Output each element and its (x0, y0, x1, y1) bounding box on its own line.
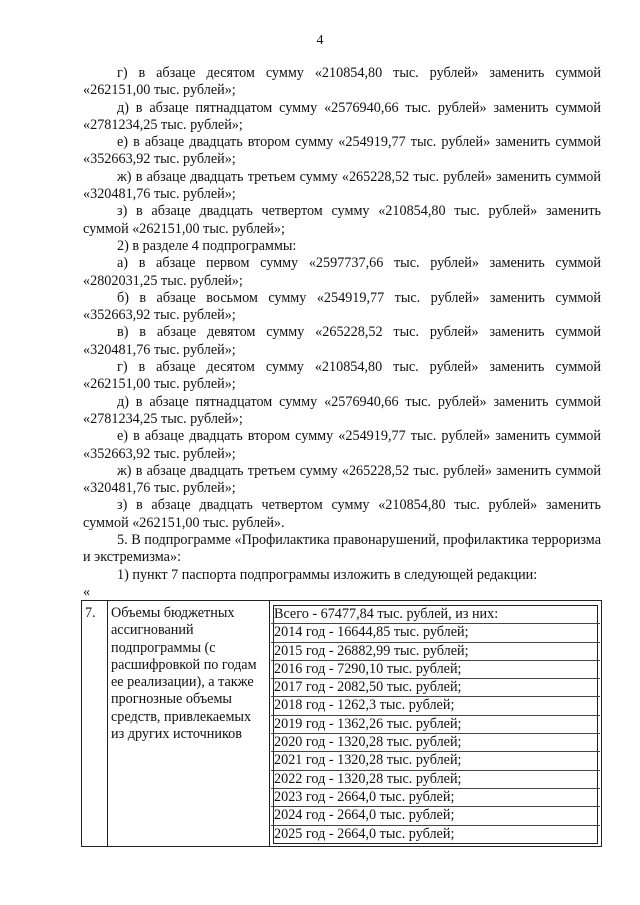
paragraph: 2) в разделе 4 подпрограммы: (117, 237, 297, 254)
value-line: 2020 год - 1320,28 тыс. рублей; (271, 734, 600, 752)
paragraph: д) в абзаце пятнадцатом сумму «2576940,66 тыс. рублей» заменить суммой «2781234,25 тыс. рублей»; (83, 393, 601, 427)
passport-table (81, 600, 602, 847)
paragraph: д) в абзаце пятнадцатом сумму «2576940,66 тыс. рублей» заменить суммой «2781234,25 тыс. рублей»; (83, 99, 601, 133)
value-line: 2015 год - 26882,99 тыс. рублей; (271, 643, 600, 661)
paragraph: 5. В подпрограмме «Профилактика правонарушений, профилактика терроризма и экстремизма»: (83, 532, 601, 566)
table-row (82, 601, 602, 847)
row-values (270, 601, 602, 847)
page-number: 4 (316, 33, 324, 48)
value-line: 2017 год - 2082,50 тыс. рублей; (271, 679, 600, 697)
value-line: 2022 год - 1320,28 тыс. рублей; (271, 771, 600, 789)
value-line: 2019 год - 1362,26 тыс. рублей; (271, 716, 600, 734)
opening-quote: « (83, 584, 91, 600)
paragraph: б) в абзаце восьмом сумму «254919,77 тыс. рублей» заменить суммой «352663,92 тыс. рублей»; (83, 289, 601, 324)
paragraph: а) в абзаце первом сумму «2597737,66 тыс. рублей» заменить суммой «2802031,25 тыс. рублей»; (83, 255, 601, 289)
value-line: 2014 год - 16644,85 тыс. рублей; (271, 624, 600, 642)
paragraph: ж) в абзаце двадцать третьем сумму «265228,52 тыс. рублей» заменить суммой «320481,76 тыс. рублей»; (83, 462, 601, 497)
value-line: Всего - 67477,84 тыс. рублей, из них: (271, 606, 600, 624)
value-line: 2024 год - 2664,0 тыс. рублей; (271, 807, 600, 825)
paragraph: з) в абзаце двадцать четвертом сумму «210854,80 тыс. рублей» заменить суммой «262151,00 тыс. рублей»; (83, 203, 601, 237)
paragraph: е) в абзаце двадцать втором сумму «254919,77 тыс. рублей» заменить суммой «352663,92 тыс. рублей»; (83, 428, 601, 462)
values-box (273, 605, 598, 844)
value-line: 2021 год - 1320,28 тыс. рублей; (271, 752, 600, 770)
value-line: 2018 год - 1262,3 тыс. рублей; (271, 697, 600, 715)
value-line: 2016 год - 7290,10 тыс. рублей; (271, 661, 600, 679)
paragraph: е) в абзаце двадцать втором сумму «254919,77 тыс. рублей» заменить суммой «352663,92 тыс. рублей»; (83, 134, 601, 168)
value-line: 2025 год - 2664,0 тыс. рублей; (274, 825, 455, 842)
paragraph: г) в абзаце десятом сумму «210854,80 тыс. рублей» заменить суммой «262151,00 тыс. рублей»; (83, 65, 601, 99)
document-body (83, 65, 601, 584)
paragraph: з) в абзаце двадцать четвертом сумму «210854,80 тыс. рублей» заменить суммой «262151,00 тыс. рублей». (83, 497, 601, 531)
paragraph: 1) пункт 7 паспорта подпрограммы изложить в следующей редакции: (117, 566, 538, 583)
paragraph: г) в абзаце десятом сумму «210854,80 тыс. рублей» заменить суммой «262151,00 тыс. рублей»; (83, 359, 601, 393)
value-line: 2023 год - 2664,0 тыс. рублей; (271, 789, 600, 807)
row-number: 7. (82, 601, 108, 847)
row-name: Объемы бюджетных ассигнований подпрограммы (с расшифровкой по годам ее реализации), а также прогнозные объемы средств, привлекаемых из других источников (108, 601, 270, 847)
paragraph: в) в абзаце девятом сумму «265228,52 тыс. рублей» заменить суммой «320481,76 тыс. рублей»; (83, 324, 601, 358)
paragraph: ж) в абзаце двадцать третьем сумму «265228,52 тыс. рублей» заменить суммой «320481,76 тыс. рублей»; (83, 168, 601, 203)
